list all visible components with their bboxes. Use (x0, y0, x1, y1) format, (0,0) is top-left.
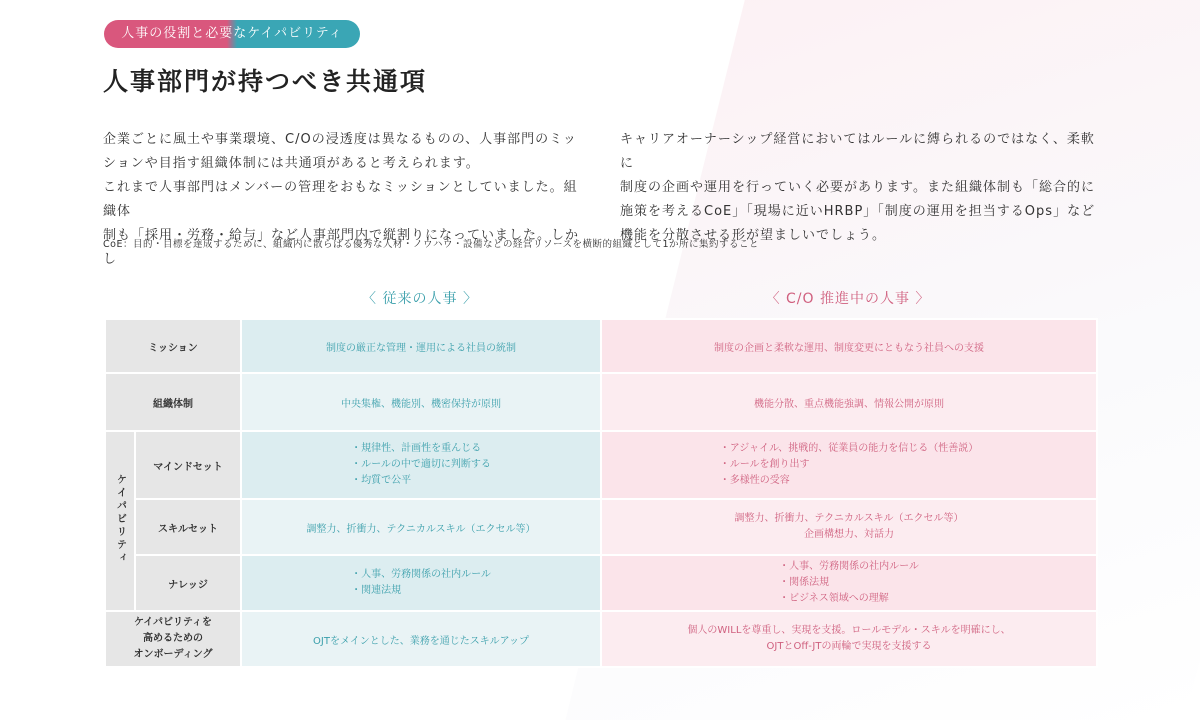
list-item: ・ 人事、労務関係の社内ルール (351, 567, 491, 583)
intro-line: ションや目指す組織体制には共通項があると考えられます。 (103, 156, 480, 171)
bullet-list (351, 441, 491, 489)
row-label (105, 611, 241, 667)
table-row-mission (105, 319, 1097, 373)
intro-line: キャリアオーナーシップ経営においてはルールに縛られるのではなく、柔軟に (620, 132, 1095, 171)
list-item: ・ ルールの中で適切に判断する (351, 457, 491, 473)
list-item: ・ 多様性の受容 (720, 473, 979, 489)
list-item: ・ 関連法規 (351, 583, 491, 599)
cell-traditional: 調整力、折衝力、テクニカルスキル（エクセル等） (241, 499, 601, 555)
table-row-org (105, 373, 1097, 431)
capability-group-text: ケイパビリティ (114, 474, 126, 565)
intro-line: 企業ごとに風土や事業環境、C/Oの浸透度は異なるものの、人事部門のミッ (103, 132, 577, 147)
table-row-onboarding (105, 611, 1097, 667)
column-heading-co: 〈 C/O 推進中の人事 〉 (765, 291, 931, 307)
intro-line: 施策を考えるCoE」「現場に近いHRBP」「制度の運用を担当するOps」など (620, 204, 1096, 219)
list-item: ・ 人事、労務関係の社内ルール (779, 559, 919, 575)
cell-line: 企画構想力、対話力 (804, 529, 895, 540)
cell-co: 機能分散、重点機能強調、情報公開が原則 (601, 373, 1097, 431)
table-row-skillset (105, 499, 1097, 555)
row-label-line: 高めるための (143, 633, 203, 644)
list-item: ・ 均質で公平 (351, 473, 491, 489)
cell-traditional (241, 555, 601, 611)
intro-line: これまで人事部門はメンバーの管理をおもなミッションとしていました。組織体 (103, 180, 578, 219)
list-item: ・ ビジネス領域への理解 (779, 591, 919, 607)
cell-co (601, 555, 1097, 611)
bullet-list (779, 559, 919, 607)
bullet-list (351, 567, 491, 599)
comparison-table (104, 318, 1098, 668)
row-label-line: ケイパビリティを (133, 617, 213, 628)
cell-traditional: 制度の厳正な管理・運用による社員の統制 (241, 319, 601, 373)
intro-line: 制も「採用・労務・給与」など人事部門内で縦割りになっていました。しかし (103, 228, 580, 267)
cell-line: 調整力、折衝力、テクニカルスキル（エクセル等） (734, 513, 964, 524)
section-badge: 人事の役割と必要なケイパビリティ (104, 20, 360, 48)
row-label: スキルセット (135, 499, 241, 555)
cell-traditional: 中央集権、機能別、機密保持が原則 (241, 373, 601, 431)
cell-traditional (241, 431, 601, 499)
capability-group-label (105, 431, 135, 611)
intro-right-paragraph (620, 128, 1100, 248)
list-item: ・ ルールを創り出す (720, 457, 979, 473)
row-label: ミッション (105, 319, 241, 373)
cell-co (601, 431, 1097, 499)
table-row-knowledge (105, 555, 1097, 611)
intro-line: 制度の企画や運用を行っていく必要があります。また組織体制も「総合的に (620, 180, 1095, 195)
cell-co: 制度の企画と柔軟な運用、制度変更にともなう社員への支援 (601, 319, 1097, 373)
list-item: ・ アジャイル、挑戦的、従業員の能力を信じる（性善説） (720, 441, 979, 457)
row-label: ナレッジ (135, 555, 241, 611)
page-title: 人事部門が持つべき共通項 (103, 67, 428, 96)
list-item: ・ 関係法規 (779, 575, 919, 591)
cell-co (601, 611, 1097, 667)
table-row-mindset (105, 431, 1097, 499)
row-label-line: オンボーディング (133, 649, 213, 660)
cell-line: OJTとOff-JTの両輪で実現を支援する (766, 641, 932, 652)
row-label: 組織体制 (105, 373, 241, 431)
list-item: ・ 規律性、計画性を重んじる (351, 441, 491, 457)
intro-left-paragraph (103, 128, 583, 272)
coe-footnote: CoE：目的・目標を達成するために、組織内に散らばる優秀な人材・ノウハウ・設備などの経営リソースを横断的組織として1か所に集約すること (103, 239, 760, 250)
intro-line: 機能を分散させる形が望ましいでしょう。 (620, 228, 887, 243)
row-label: マインドセット (135, 431, 241, 499)
column-heading-traditional: 〈 従来の人事 〉 (362, 291, 478, 307)
cell-line: 個人のWILLを尊重し、実現を支援。ロールモデル・スキルを明確にし、 (687, 625, 1011, 636)
bullet-list (720, 441, 979, 489)
cell-co (601, 499, 1097, 555)
cell-traditional: OJTをメインとした、業務を通じたスキルアップ (241, 611, 601, 667)
